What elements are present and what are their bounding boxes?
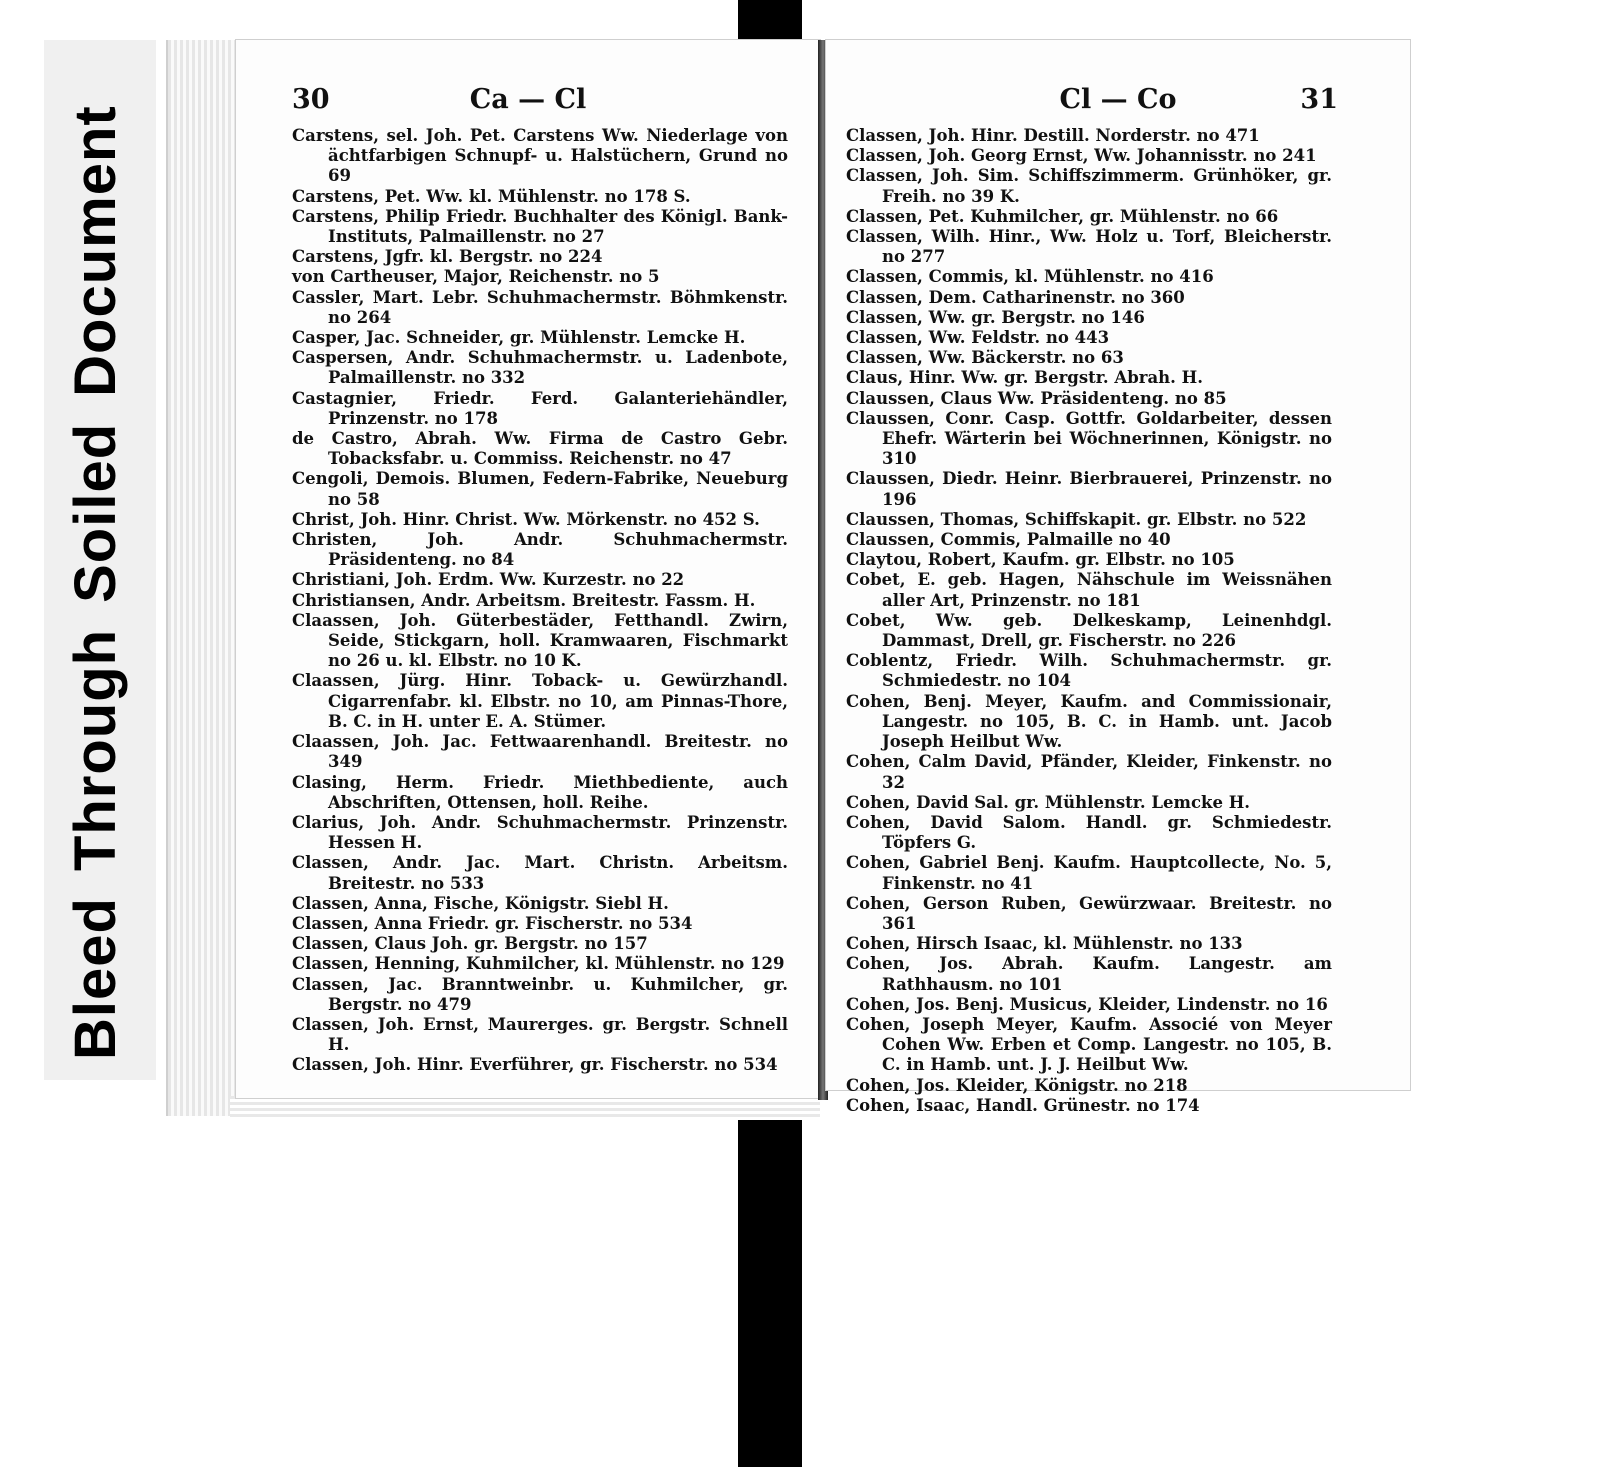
- directory-entry: Classen, Joh. Hinr. Destill. Norderstr. no 471: [846, 126, 1260, 145]
- directory-entry: Carstens, Philip Friedr. Buchhalter des Königl. Bank-Instituts, Palmaillenstr. no 27: [292, 206, 788, 247]
- directory-entry: Cassler, Mart. Lebr. Schuhmachermstr. Böhmkenstr. no 264: [292, 287, 788, 327]
- directory-entry: Cohen, Jos. Kleider, Königstr. no 218: [846, 1075, 1188, 1095]
- directory-entry: Christ, Joh. Hinr. Christ. Ww. Mörkenstr. no 452 S.: [292, 509, 760, 529]
- directory-entry: Carstens, Pet. Ww. kl. Mühlenstr. no 178 S.: [292, 186, 691, 206]
- directory-entry: Classen, Joh. Georg Ernst, Ww. Johannisstr. no 241: [846, 146, 1317, 166]
- directory-entry: Caspersen, Andr. Schuhmachermstr. u. Ladenbote, Palmaillenstr. no 332: [292, 348, 788, 388]
- label-word: Through: [63, 628, 128, 872]
- entry-list: [846, 126, 1332, 1116]
- label-word: Bleed: [63, 897, 128, 1060]
- directory-entry: Classen, Claus Joh. gr. Bergstr. no 157: [292, 934, 648, 954]
- directory-entry: Classen, Ww. Bäckerstr. no 63: [846, 348, 1124, 368]
- left-page-header: [236, 84, 820, 124]
- directory-entry: Christiansen, Andr. Arbeitsm. Breitestr. Fassm. H.: [292, 590, 756, 610]
- directory-entry: Classen, Andr. Jac. Mart. Christn. Arbeitsm. Breitestr. no 533: [292, 853, 788, 893]
- directory-entry: Christiani, Joh. Erdm. Ww. Kurzestr. no 22: [292, 570, 685, 590]
- directory-entry: Classen, Anna Friedr. gr. Fischerstr. no 534: [292, 913, 693, 933]
- directory-entry: Claytou, Robert, Kaufm. gr. Elbstr. no 105: [846, 550, 1235, 570]
- bleed-through-soiled-label: [62, 79, 129, 1060]
- directory-entry: Castagnier, Friedr. Ferd. Galanteriehändler, Prinzenstr. no 178: [292, 388, 788, 428]
- right-page: [826, 40, 1410, 1115]
- entry-list: [292, 126, 788, 1076]
- directory-entry: Cohen, Gerson Ruben, Gewürzwaar. Breitestr. no 361: [846, 893, 1332, 933]
- directory-entry: Coblentz, Friedr. Wilh. Schuhmachermstr. gr. Schmiedestr. no 104: [846, 651, 1332, 691]
- directory-entry: Classen, Ww. gr. Bergstr. no 146: [846, 307, 1145, 327]
- directory-entry: Classen, Henning, Kuhmilcher, kl. Mühlenstr. no 129: [292, 954, 785, 974]
- directory-entry: Cohen, David Sal. gr. Mühlenstr. Lemcke H.: [846, 792, 1251, 812]
- binding-strip-bottom: [738, 1080, 802, 1467]
- directory-entry: Cobet, Ww. geb. Delkeskamp, Leinenhdgl. Dammast, Drell, gr. Fischerstr. no 226: [846, 610, 1332, 651]
- directory-entry: Carstens, Jgfr. kl. Bergstr. no 224: [292, 247, 603, 267]
- directory-entry: Claussen, Conr. Casp. Gottfr. Goldarbeiter, dessen Ehefr. Wärterin bei Wöchnerinnen, Königstr. no 310: [846, 408, 1332, 469]
- directory-entry: von Cartheuser, Major, Reichenstr. no 5: [292, 267, 660, 287]
- left-page: [236, 40, 820, 1098]
- directory-entry: Christen, Joh. Andr. Schuhmachermstr. Präsidenteng. no 84: [292, 530, 788, 570]
- directory-entry: Cohen, Calm David, Pfänder, Kleider, Finkenstr. no 32: [846, 752, 1332, 792]
- directory-entry: Claussen, Claus Ww. Präsidenteng. no 85: [846, 388, 1227, 408]
- directory-entry: Clasing, Herm. Friedr. Miethbediente, auch Abschriften, Ottensen, holl. Reihe.: [292, 772, 788, 812]
- page-number: 31: [1300, 84, 1338, 115]
- directory-entry: Claus, Hinr. Ww. gr. Bergstr. Abrah. H.: [846, 368, 1203, 388]
- directory-entry: Cohen, David Salom. Handl. gr. Schmiedestr. Töpfers G.: [846, 812, 1332, 853]
- directory-entry: Claassen, Joh. Güterbestäder, Fetthandl. Zwirn, Seide, Stickgarn, holl. Kramwaaren, Fischmarkt no 26 u. kl. Elbstr. no 10 K.: [292, 610, 788, 671]
- running-head: Ca — Cl: [469, 84, 587, 115]
- directory-entry: Casper, Jac. Schneider, gr. Mühlenstr. Lemcke H.: [292, 328, 746, 348]
- directory-entry: Classen, Jac. Branntweinbr. u. Kuhmilcher, gr. Bergstr. no 479: [292, 974, 788, 1014]
- book-page-edges: [166, 40, 240, 1116]
- running-head: Cl — Co: [1059, 84, 1177, 115]
- directory-entry: Claussen, Thomas, Schiffskapit. gr. Elbstr. no 522: [846, 509, 1307, 529]
- directory-entry: Cohen, Joseph Meyer, Kaufm. Associé von Meyer Cohen Ww. Erben et Comp. Langestr. no 105, B. C. in Hamb. unt. J. J. Heilbut Ww.: [846, 1014, 1332, 1075]
- directory-entry: Carstens, sel. Joh. Pet. Carstens Ww. Niederlage von ächtfarbigen Schnupf- u. Halstüchern, Grund no 69: [292, 126, 788, 186]
- right-page-header: [826, 84, 1410, 124]
- directory-entry: Classen, Ww. Feldstr. no 443: [846, 328, 1110, 348]
- directory-entry: Cohen, Gabriel Benj. Kaufm. Hauptcollecte, No. 5, Finkenstr. no 41: [846, 853, 1332, 893]
- directory-entry: Classen, Dem. Catharinenstr. no 360: [846, 287, 1185, 307]
- directory-entry: Cohen, Jos. Abrah. Kaufm. Langestr. am Rathhausm. no 101: [846, 954, 1332, 994]
- directory-entry: Claussen, Commis, Palmaille no 40: [846, 530, 1171, 550]
- directory-entry: Cobet, E. geb. Hagen, Nähschule im Weissnähen aller Art, Prinzenstr. no 181: [846, 570, 1332, 610]
- directory-entry: de Castro, Abrah. Ww. Firma de Castro Gebr. Tobacksfabr. u. Commiss. Reichenstr. no 47: [292, 429, 788, 469]
- directory-entry: Classen, Joh. Hinr. Everführer, gr. Fischerstr. no 534: [292, 1055, 778, 1075]
- label-word: Document: [63, 105, 128, 397]
- directory-entry: Classen, Joh. Sim. Schiffszimmerm. Grünhöker, gr. Freih. no 39 K.: [846, 166, 1332, 206]
- directory-entry: Cohen, Isaac, Handl. Grünestr. no 174: [846, 1095, 1200, 1115]
- directory-entry: Claassen, Jürg. Hinr. Toback- u. Gewürzhandl. Cigarrenfabr. kl. Elbstr. no 10, am Pinnas-Thore, B. C. in H. unter E. A. Stümer.: [292, 671, 788, 731]
- book-bottom-edge: [230, 1096, 820, 1120]
- directory-entry: Classen, Wilh. Hinr., Ww. Holz u. Torf, Bleicherstr. no 277: [846, 227, 1332, 267]
- directory-entry: Claussen, Diedr. Heinr. Bierbrauerei, Prinzenstr. no 196: [846, 469, 1332, 509]
- directory-entry: Clarius, Joh. Andr. Schuhmachermstr. Prinzenstr. Hessen H.: [292, 812, 788, 853]
- directory-entry: Cohen, Benj. Meyer, Kaufm. and Commissionair, Langestr. no 105, B. C. in Hamb. unt. Jacob Joseph Heilbut Ww.: [846, 691, 1332, 752]
- directory-entry: Classen, Joh. Ernst, Maurerges. gr. Bergstr. Schnell H.: [292, 1014, 788, 1055]
- directory-entry: Claassen, Joh. Jac. Fettwaarenhandl. Breitestr. no 349: [292, 732, 788, 772]
- directory-entry: Cohen, Hirsch Isaac, kl. Mühlenstr. no 133: [846, 934, 1243, 954]
- directory-entry: Classen, Pet. Kuhmilcher, gr. Mühlenstr. no 66: [846, 206, 1279, 226]
- directory-entry: Classen, Anna, Fische, Königstr. Siebl H.: [292, 893, 669, 913]
- directory-entry: Cohen, Jos. Benj. Musicus, Kleider, Lindenstr. no 16: [846, 994, 1328, 1014]
- directory-entry: Classen, Commis, kl. Mühlenstr. no 416: [846, 267, 1214, 287]
- binding-strip-top: [738, 0, 802, 44]
- label-word: Soiled: [63, 422, 128, 603]
- page-number: 30: [292, 84, 330, 115]
- directory-entry: Cengoli, Demois. Blumen, Federn-Fabrike, Neueburg no 58: [292, 469, 788, 509]
